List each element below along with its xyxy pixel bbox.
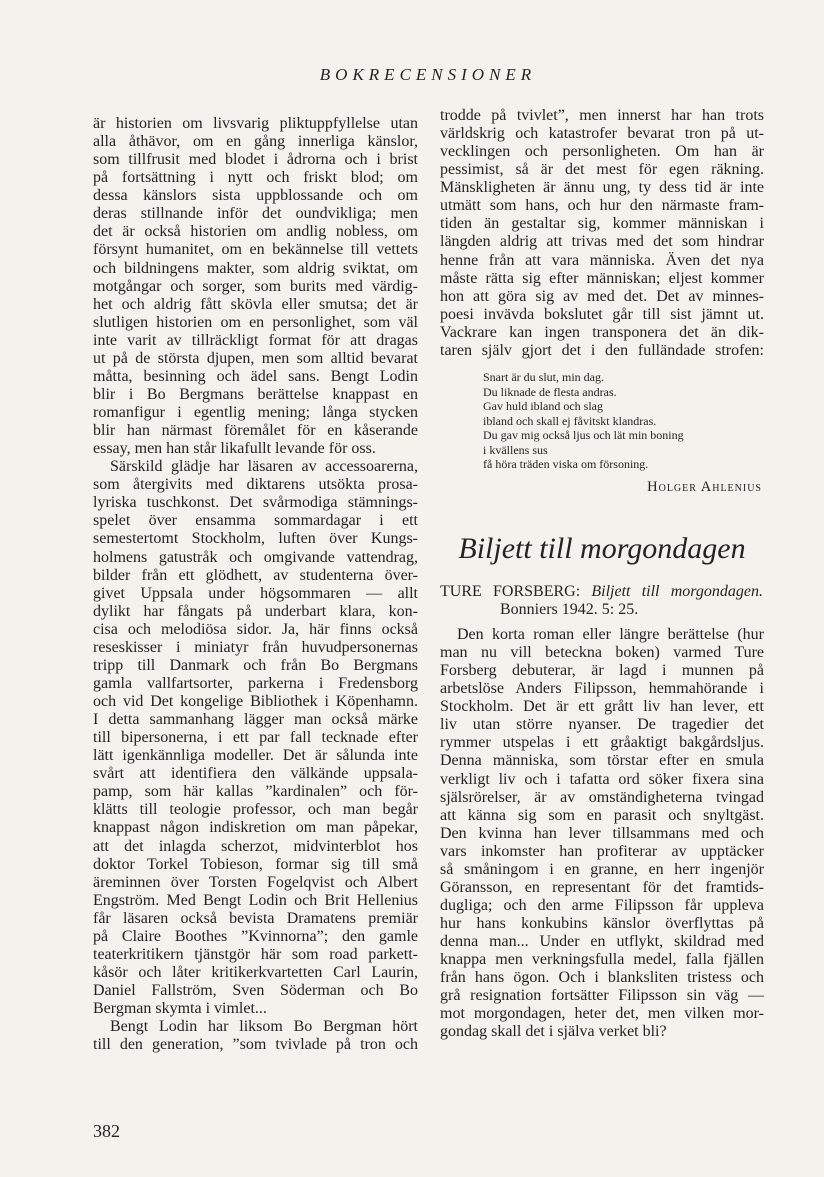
left-column-line: inte varit av tillräckligt format för att dragas [93,331,418,349]
body-line: att känna sig som en parasit och snyltgäst. [440,806,764,824]
right-column-line: Mänskligheten är ännu ung, ty dess tid är inte [440,179,764,197]
right-column-line: hon att göra sig av med det. Det av minnes- [440,287,764,305]
left-column-line: cisa och melodiösa sidor. Ja, här finns också [93,620,418,638]
left-column-line: till bipersonerna, i ett par fall tecknade efter [93,729,418,747]
left-column-line: spelet över ensamma sommardagar i ett [93,512,418,530]
poem-quote [483,370,763,472]
left-column-line: gamla vallfartsorter, parkerna i Fredensborg [93,674,418,692]
left-column-line: bilder från ett glödhett, av studenterna över- [93,566,418,584]
left-column-line: het och aldrig fått skövla eller smutsa; det är [93,295,418,313]
body-line: själsrörelser, är av omständigheterna tvingad [440,788,764,806]
left-column-line: Bengt Lodin har liksom Bo Bergman hört [110,1018,418,1036]
body-line: Den korta roman eller längre berättelse (hur [457,626,764,643]
body-line: Göransson, en representant för det framtids- [440,878,764,896]
left-column-line: Daniel Fallström, Sven Söderman och Bo [93,982,418,999]
left-column-line: knappast någon indiskretion om man påpekar, [93,819,418,837]
left-column-line: på fortsättning i nytt och friskt blod; om [93,169,418,187]
left-column-line: är historien om livsvarig pliktuppfyllelse utan [93,115,418,132]
body-line: liv utan större nyanser. De tragedier det [440,716,764,734]
left-column-line: blir i Bo Bergmans berättelse knappast en [93,385,418,403]
left-column-line: ut på de största djupen, men som alltid bevarat [93,349,418,367]
page-number: 382 [93,1121,120,1141]
left-column-line: försynt humanitet, om en bekännelse till vettets [93,241,418,259]
right-column-line: vecklingen och personligheten. Om han är [440,143,764,161]
citation-author: TURE FORSBERG: [440,583,581,600]
body-line: Den kvinna han lever tillsammans med och [440,824,764,842]
left-column-line: och bildningens makter, som aldrig sviktat, om [93,259,418,277]
left-column-line: Särskild glädje har läsaren av accessoarerna, [110,458,418,476]
poem-line: ibland och skall ej fåvitskt klandras. [483,413,657,428]
right-column-line: pessimist, så är det mest för egen räkning. [440,161,764,179]
left-column-line: och vid Det kongelige Bibliothek i Köpenhamn. [93,693,418,710]
poem-line: i kvällens sus [483,442,548,457]
left-column-line: motgångar och sorger, som burits med värdig- [93,277,418,295]
left-column-line: lyriska tuschkonst. Det svårmodiga stämnings- [93,494,418,512]
left-column-line: det är också historien om andlig nobless, om [93,223,418,241]
left-column-line: måtta, besinning och ädel sans. Bengt Lodin [93,367,418,385]
poem-line: få höra träden viska om försoning. [483,457,649,471]
left-column-line: givet Uppsala under högsommaren — allt [93,584,418,602]
left-column-line: kåsör och låter kritikerkvartetten Carl Laurin, [93,963,418,981]
poem-line: Snart är du slut, min dag. [483,370,604,384]
left-column-line: holmens gatustråk och omgivande vattendrag, [93,548,418,566]
left-column-line: slutligen historien om en personlighet, som väl [93,313,418,331]
body-line: mot morgondagen, heter det, men vilken mor- [440,1005,764,1023]
right-column-line: trodde på tvivlet”, men innerst har han trots [440,107,764,124]
left-column-line: semestertomt Stockholm, luften över Kungs- [93,530,418,548]
left-column-line: dessa känslors sista uppblossande och om [93,187,418,205]
left-column-line: får läsaren också bevista Dramatens premiär [93,909,418,927]
right-column [440,107,764,360]
review-title: Biljett till morgondagen [458,532,746,565]
body-line: verkligt liv och i tafatta ord söker fixera sina [440,770,764,788]
left-column-line: tripp till Danmark och från Bo Bergmans [93,656,418,674]
body-line: så småningom i en granne, en herr ingenjör [440,860,764,878]
body-line: Stockholm. Det är ett grått liv han lever, ett [440,698,764,716]
running-head: BOKRECENSIONER [319,65,537,84]
body-line: Denna människa, som törstar efter en smula [440,752,764,770]
body-line: vars inkomster han profiterar av upptäcker [440,842,764,860]
left-column-line: svårt att identifiera den välkände uppsala- [93,765,418,783]
reviewer-signature: Holger Ahlenius [647,479,762,495]
poem-line: Gav huld ibland och slag [483,399,603,413]
right-column-line: henne från att vara människa. Även det nya [440,251,764,269]
body-line: arbetslöse Anders Filipsson, hemmahörande i [440,680,764,698]
right-column-line: världskrig och katastrofer bevarat tron på ut- [440,125,764,143]
right-column-line: taren själv gjort det i den fulländade strofen: [440,341,764,359]
left-column-line: som tillfrusit med blodet i ådrorna och i brist [93,151,418,169]
left-column-line: som återgivits med diktarens utsökta prosa- [93,476,418,494]
left-column-line: romanfigur i egentlig mening; långa stycken [93,404,418,421]
left-column-line: essay, men han står likafullt levande för oss. [93,440,376,458]
right-column-line: Vackrare kan ingen transponera det än dik- [440,323,764,341]
right-column-line: utmätt som hans, och hur den närmaste fram- [440,197,764,215]
left-column-line: blir han närmast föremålet för en kåserande [93,422,418,440]
left-column-line: äreminnen över Torsten Fogelqvist och Albert [93,873,418,891]
body-line: knappa men verkningsfulla medel, falla fjällen [440,951,764,969]
left-column-line: doktor Torkel Tobieson, formar sig till små [93,855,418,873]
body-line: grå resignation fortsätter Filipsson sin väg — [440,987,764,1005]
left-column-line: till den generation, ”som tvivlade på tron och [93,1036,418,1054]
left-column-line: alla åthävor, om en gång innerliga känslor, [93,133,418,151]
review-body [440,626,764,1041]
body-line: dugliga; och den arme Filipsson får uppleva [440,896,764,914]
body-line: Forsberg debuterar, är lagd i munnen på [440,662,764,680]
book-citation [440,583,763,601]
body-line: denna man... Under en utflykt, skildrad med [440,933,764,951]
right-column-line: tiden än gestaltar sig, kommer människan i [440,215,764,233]
right-column-line: poesi invävda bokslutet går till sist jämnt ut. [440,305,764,323]
body-line: rymmer utspelas i ett gråaktigt bakgårdsljus. [440,734,764,752]
left-column-line: lätt igenkännliga modeller. Det är sålunda inte [93,747,418,765]
left-column-line: att det inlagda scherzot, midvinterblot hos [93,837,418,855]
poem-line: Du liknade de flesta andras. [483,384,617,399]
left-column-line: I detta sammanhang lägger man också märke [93,711,418,729]
body-line: hur hans konkubins känslor överflyttas på [440,915,764,932]
left-column-line: teaterkritikern tjänstgör här som road parkett- [93,945,418,963]
citation-publisher: Bonniers 1942. 5: 25. [500,601,639,618]
left-column-line: reseskisser i miniatyr från huvudpersonernas [93,638,418,656]
left-column-line: på Claire Boothes ”Kvinnorna”; den gamle [93,927,418,945]
body-line: man nu vill beteckna boken) varmed Ture [440,644,764,662]
body-line: gondag skall det i själva verket bli? [440,1023,667,1041]
left-column-line: dylikt har fångats på underbart klara, kon- [93,602,418,620]
left-column-line: Bergman skymta i vimlet... [93,1000,267,1018]
left-column-line: deras stillnande inför det oundvikliga; men [93,205,418,223]
right-column-line: längden aldrig att trivas med det som hindrar [440,233,764,251]
left-column-line: pamp, som här kallas ”kardinalen” och för- [93,783,418,801]
citation-book-title: Biljett till morgondagen. [591,583,763,600]
right-column-line: måste rätta sig efter människan; eljest kommer [440,269,764,287]
body-line: från hans ögon. Och i blanksliten tristess och [440,969,764,987]
left-column-line: klätts till teologie professor, och man begår [93,801,418,819]
left-column-line: Engström. Med Bengt Lodin och Brit Hellenius [93,891,418,909]
poem-line: Du gav mig också ljus och lät min boning [483,428,684,442]
left-column [93,115,418,1054]
